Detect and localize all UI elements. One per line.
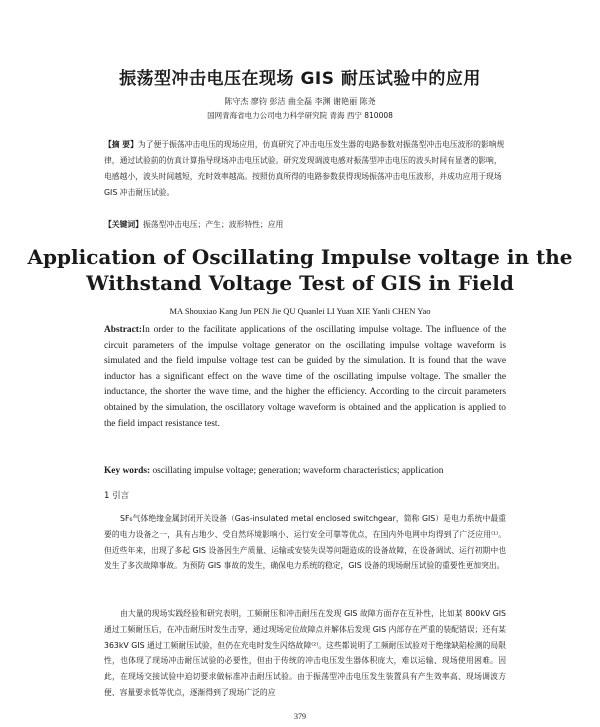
chinese-keywords-text: 振荡型冲击电压；产生；波形特性；应用 — [142, 220, 284, 229]
english-abstract — [104, 323, 506, 432]
english-keywords-text: oscillating impulse voltage; generation; waveform characteristics; application — [152, 466, 444, 476]
chinese-authors: 陈守杰 廖钧 彭洁 曲全磊 李渊 谢艳丽 陈尧 — [224, 97, 376, 106]
section-heading: 1 引言 — [104, 491, 130, 501]
chinese-abstract-text: 为了便于振荡冲击电压的现场应用，仿真研究了冲击电压发生器的电路参数对振荡型冲击电压波形的影响规律，通过试验前的仿真计算指导现场冲击电压试验。研究发现调波电感对振荡型冲击电压的波头时间有显著的影响，电感越小，波头时间越短，充时效率越高。按照仿真所得的电路参数获得现场振荡冲击电压波形，并成功应用于现场 GIS 冲击耐压试验。 — [104, 140, 505, 197]
chinese-keywords — [104, 217, 506, 233]
chinese-title: 振荡型冲击电压在现场 GIS 耐压试验中的应用 — [119, 69, 481, 89]
body-paragraph: 由大量的现场实践经验和研究表明，工频耐压和冲击耐压在发现 GIS 故障方面存在互补性，比如某 800kV GIS 通过工频耐压后，在冲击耐压时发生击穿，通过现场定位故障点并解体后发现 GIS 内部存在严重的装配错误；还有某 363kV GIS 通过工频耐压试验，但仍在充电时发生闪络故障⁽²⁾。这些都说明了工频耐压试验对于绝缘缺陷检测的局限性，也体现了现场冲击耐压试验的必要性，但由于传统的冲击电压发生器体积庞大，难以运输、现场使用困难。因此，在现场交接试验中迫切要求做标准冲击耐压试验。由于振荡型冲击电压发生装置具有产生效率高、现场调波方便、容量要求低等优点，逐渐得到了现场广泛的应 — [104, 609, 506, 697]
english-keywords — [104, 464, 506, 478]
english-keywords-label: Key words: — [104, 466, 151, 476]
chinese-abstract — [104, 137, 506, 201]
english-authors: MA Shouxiao Kang Jun PEN Jie QU Quanlei LI Yuan XIE Yanli CHEN Yao — [169, 306, 431, 316]
page-number: 379 — [294, 712, 306, 721]
english-abstract-label: Abstract: — [104, 325, 143, 335]
english-title: Application of Oscillating Impulse voltage in the Withstand Voltage Test of GIS in Field — [27, 245, 573, 295]
english-abstract-text: In order to the facilitate applications of the oscillating impulse voltage. The influence of the circuit parameters of the impulse voltage generator on the oscillating impulse voltage waveform is simulated and the field impulse voltage test can be guided by the simulation. It is found that the wave inductor has a significant effect on the wave time of the oscillating impulse voltage. The smaller the inductance, the shorter the wave time, and the higher the efficiency. According to the circuit parameters obtained by the simulation, the oscillatory voltage waveform is obtained and the application is applied to the field impact resistance test. — [104, 325, 506, 429]
chinese-affiliation: 国网青海省电力公司电力科学研究院 青海 西宁 810008 — [207, 111, 393, 120]
chinese-abstract-label: 【摘 要】 — [104, 140, 138, 149]
body-paragraph: SF₆气体绝缘金属封闭开关设备（Gas-insulated metal enclosed switchgear，简称 GIS）是电力系统中最重要的电力设备之一，具有占地少、受自然环境影响小、运行安全可靠等优点，在国内外电网中均得到了广泛应用⁽¹⁾。但近些年来，出现了多起 GIS 设备因生产质量、运输或安装失误等问题造成的设备故障，在设备调试、运行初期中也发生了多次故障事故。为预防 GIS 事故的发生，确保电力系统的稳定，GIS 设备的现场耐压试验的重要性更加突出。 — [104, 514, 506, 571]
chinese-keywords-label: 【关键词】 — [104, 220, 143, 229]
